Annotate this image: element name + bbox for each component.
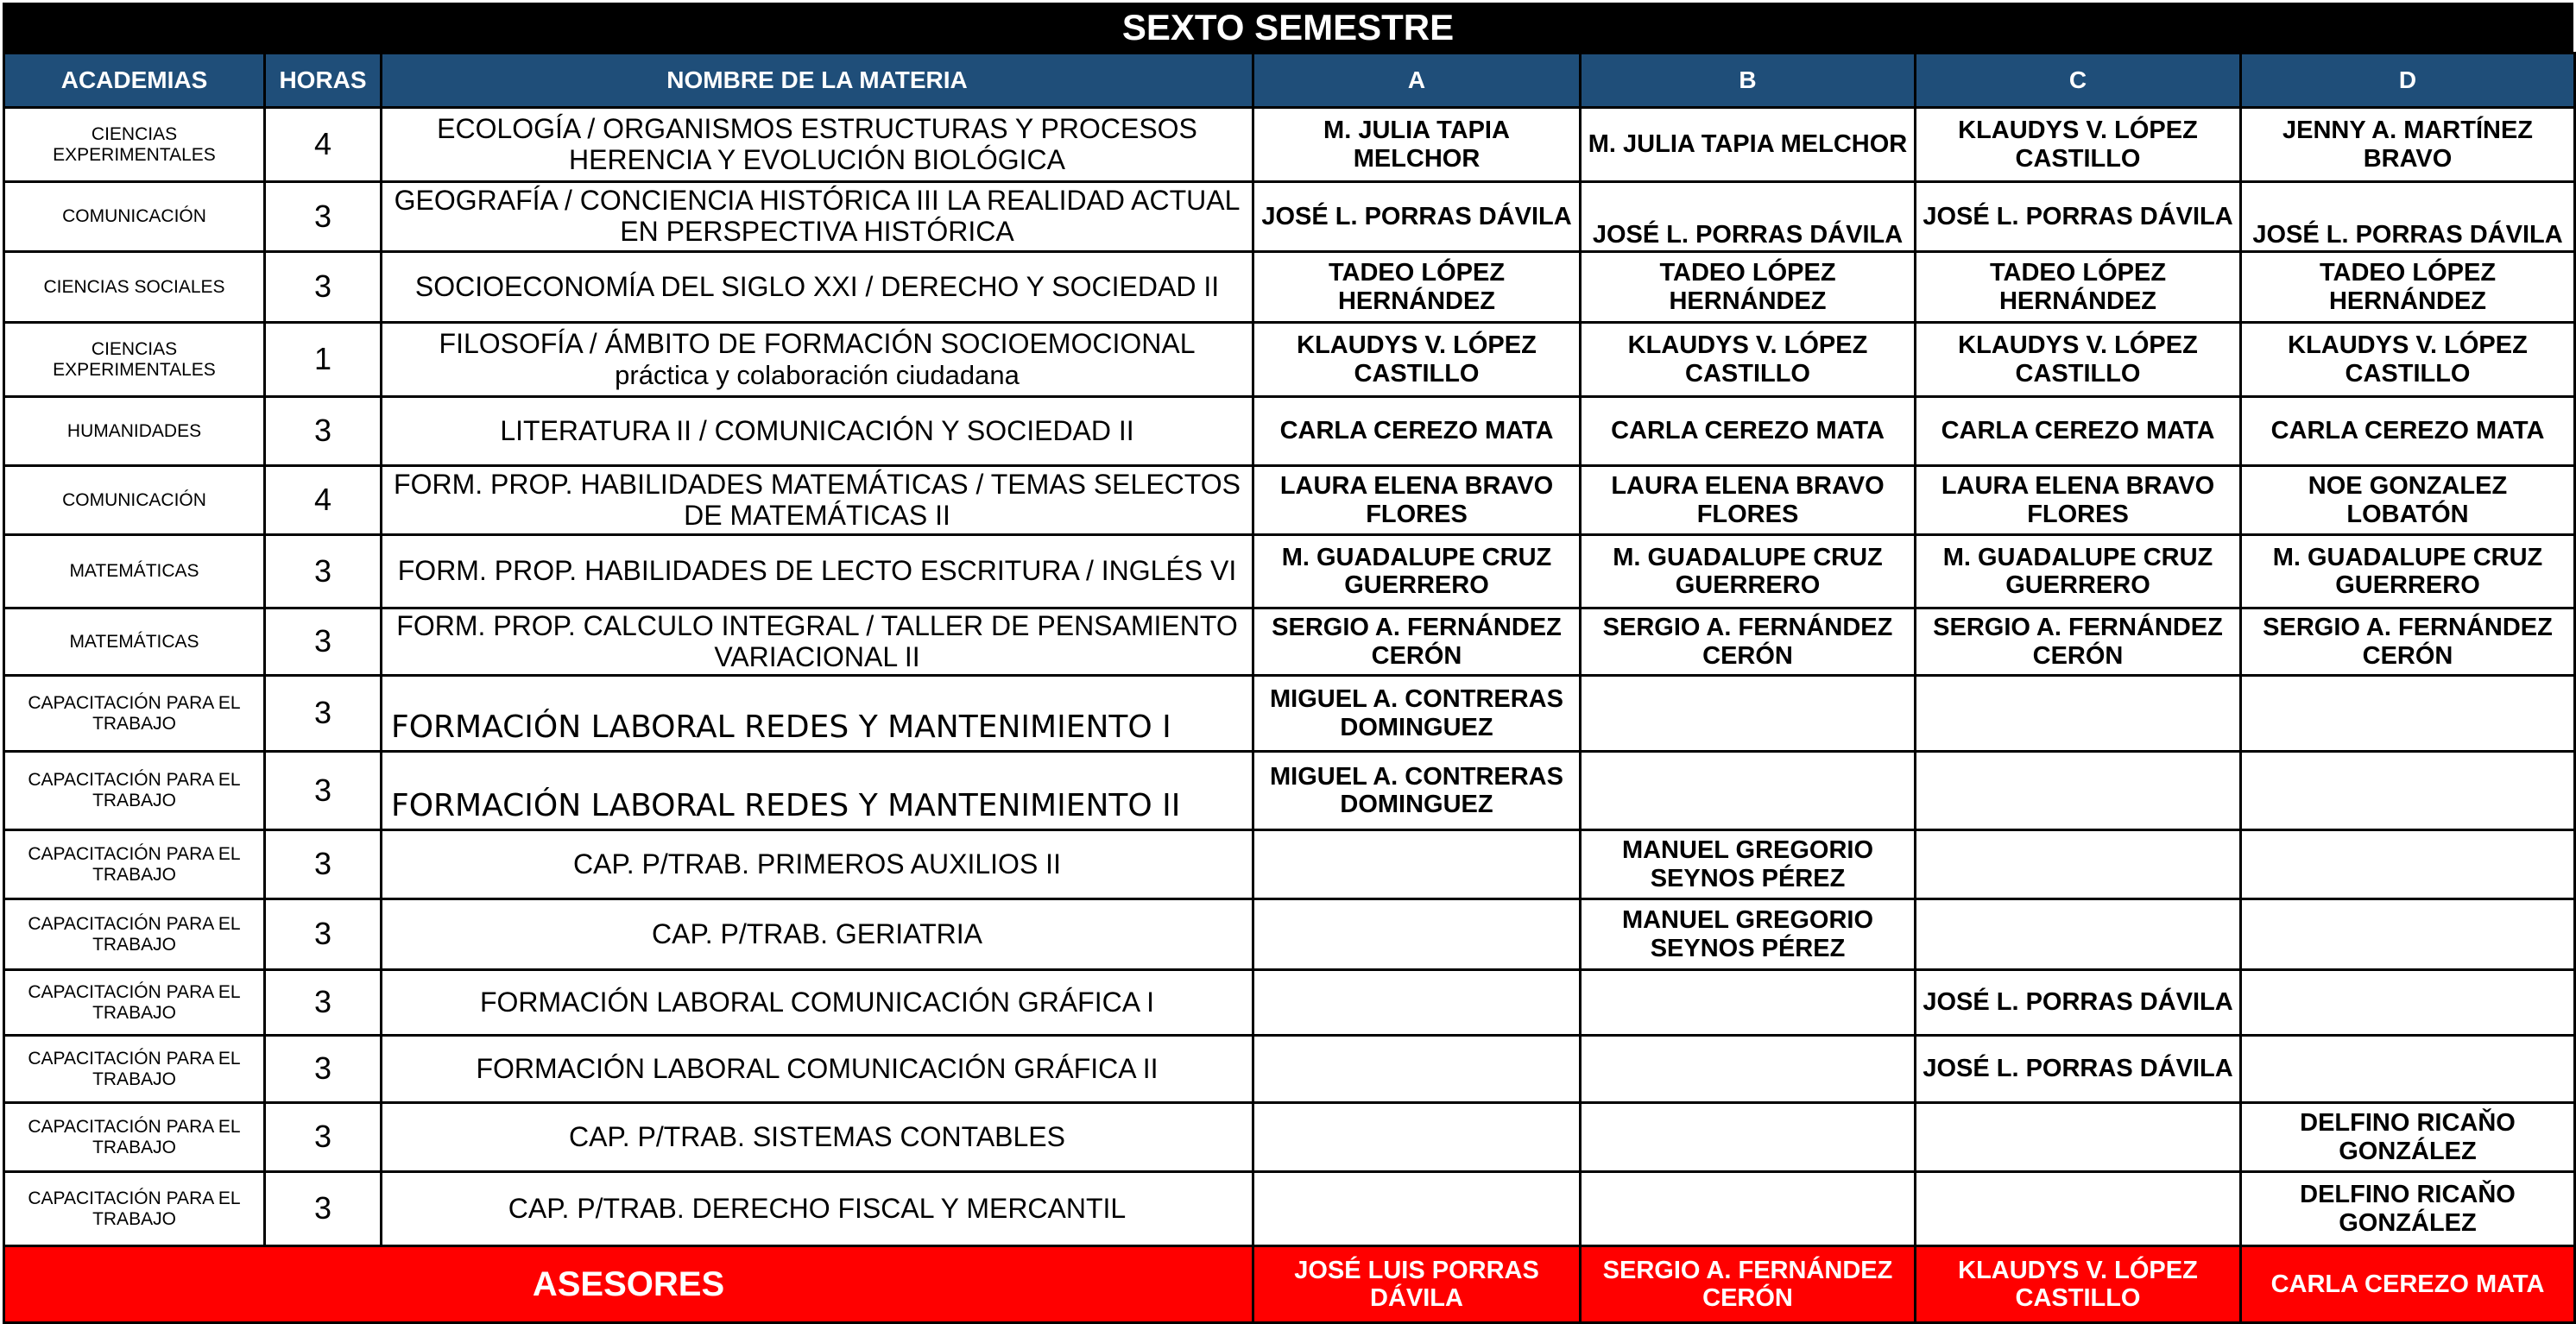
docente-cell-c: JOSÉ L. PORRAS DÁVILA — [1916, 970, 2241, 1036]
header-group-d: D — [2241, 54, 2575, 108]
academia-cell: CAPACITACIÓN PARA EL TRABAJO — [4, 830, 265, 899]
academia-cell: CIENCIAS EXPERIMENTALES — [4, 108, 265, 182]
horas-cell: 3 — [265, 830, 382, 899]
docente-cell-d — [2241, 970, 2575, 1036]
header-group-a: A — [1253, 54, 1581, 108]
materia-cell — [382, 1036, 1253, 1103]
docente-cell-a: MIGUEL A. CONTRERAS DOMINGUEZ — [1253, 752, 1581, 830]
asesor-group-b: SERGIO A. FERNÁNDEZ CERÓN — [1581, 1246, 1916, 1323]
header-materia: NOMBRE DE LA MATERIA — [382, 54, 1253, 108]
header-academias: ACADEMIAS — [4, 54, 265, 108]
academia-cell: CAPACITACIÓN PARA EL TRABAJO — [4, 1172, 265, 1246]
table-row — [4, 1103, 2575, 1172]
academia-cell: CAPACITACIÓN PARA EL TRABAJO — [4, 899, 265, 970]
docente-cell-b — [1581, 1036, 1916, 1103]
docente-cell-b: LAURA ELENA BRAVO FLORES — [1581, 466, 1916, 535]
table-row — [4, 899, 2575, 970]
materia-cell — [382, 830, 1253, 899]
materia-subtitle: práctica y colaboración ciudadana — [615, 359, 1020, 390]
academia-cell: CAPACITACIÓN PARA EL TRABAJO — [4, 752, 265, 830]
table-row — [4, 108, 2575, 182]
docente-cell-c: TADEO LÓPEZ HERNÁNDEZ — [1916, 252, 2241, 323]
docente-cell-d: DELFINO RICAŇO GONZÁLEZ — [2241, 1172, 2575, 1246]
docente-cell-a — [1253, 970, 1581, 1036]
materia-name: CAP. P/TRAB. DERECHO FISCAL Y MERCANTIL — [508, 1192, 1127, 1224]
docente-cell-c: JOSÉ L. PORRAS DÁVILA — [1916, 182, 2241, 252]
horas-cell: 3 — [265, 1036, 382, 1103]
header-group-c: C — [1916, 54, 2241, 108]
table-row — [4, 535, 2575, 608]
academia-cell: MATEMÁTICAS — [4, 608, 265, 676]
academia-cell: COMUNICACIÓN — [4, 182, 265, 252]
docente-cell-b: M. GUADALUPE CRUZ GUERRERO — [1581, 535, 1916, 608]
docente-cell-a: MIGUEL A. CONTRERAS DOMINGUEZ — [1253, 676, 1581, 752]
docente-cell-c — [1916, 899, 2241, 970]
table-row — [4, 752, 2575, 830]
materia-name: CAP. P/TRAB. SISTEMAS CONTABLES — [569, 1120, 1065, 1152]
materia-name: SOCIOECONOMÍA DEL SIGLO XXI / DERECHO Y SOCIEDAD II — [414, 270, 1220, 302]
table-row — [4, 830, 2575, 899]
materia-name: FORMACIÓN LABORAL COMUNICACIÓN GRÁFICA II — [476, 1052, 1159, 1084]
horas-cell: 3 — [265, 252, 382, 323]
docente-cell-b: SERGIO A. FERNÁNDEZ CERÓN — [1581, 608, 1916, 676]
materia-name: FORMACIÓN LABORAL REDES Y MANTENIMIENTO I — [391, 709, 1171, 745]
docente-cell-d: JOSÉ L. PORRAS DÁVILA — [2241, 182, 2575, 252]
materia-name: FORM. PROP. HABILIDADES DE LECTO ESCRITURA / INGLÉS VI — [397, 555, 1237, 587]
academia-cell: CAPACITACIÓN PARA EL TRABAJO — [4, 1036, 265, 1103]
header-group-b: B — [1581, 54, 1916, 108]
horas-cell: 3 — [265, 608, 382, 676]
materia-name: CAP. P/TRAB. PRIMEROS AUXILIOS II — [573, 848, 1061, 880]
table-row — [4, 608, 2575, 676]
materia-name: FORMACIÓN LABORAL COMUNICACIÓN GRÁFICA I — [479, 986, 1155, 1018]
docente-cell-a: TADEO LÓPEZ HERNÁNDEZ — [1253, 252, 1581, 323]
docente-cell-d: DELFINO RICAŇO GONZÁLEZ — [2241, 1103, 2575, 1172]
asesor-group-c: KLAUDYS V. LÓPEZ CASTILLO — [1916, 1246, 2241, 1323]
horas-cell: 3 — [265, 535, 382, 608]
materia-name: FILOSOFÍA / ÁMBITO DE FORMACIÓN SOCIOEMOCIONAL — [439, 327, 1196, 359]
docente-cell-c: KLAUDYS V. LÓPEZ CASTILLO — [1916, 323, 2241, 397]
docente-cell-a: JOSÉ L. PORRAS DÁVILA — [1253, 182, 1581, 252]
docente-cell-a: CARLA CEREZO MATA — [1253, 397, 1581, 466]
docente-cell-a — [1253, 1103, 1581, 1172]
docente-cell-b: MANUEL GREGORIO SEYNOS PÉREZ — [1581, 830, 1916, 899]
table-row — [4, 182, 2575, 252]
horas-cell: 3 — [265, 182, 382, 252]
docente-cell-c — [1916, 1172, 2241, 1246]
header-row — [4, 54, 2575, 108]
docente-cell-d — [2241, 830, 2575, 899]
materia-cell — [382, 182, 1253, 252]
academia-cell: COMUNICACIÓN — [4, 466, 265, 535]
academia-cell: MATEMÁTICAS — [4, 535, 265, 608]
docente-cell-b — [1581, 970, 1916, 1036]
docente-cell-a — [1253, 1036, 1581, 1103]
horas-cell: 3 — [265, 1172, 382, 1246]
docente-cell-b — [1581, 1172, 1916, 1246]
horas-cell: 3 — [265, 1103, 382, 1172]
docente-cell-d: JENNY A. MARTÍNEZ BRAVO — [2241, 108, 2575, 182]
docente-cell-c: M. GUADALUPE CRUZ GUERRERO — [1916, 535, 2241, 608]
academia-cell: HUMANIDADES — [4, 397, 265, 466]
table-body — [4, 108, 2575, 1246]
materia-cell — [382, 970, 1253, 1036]
asesor-group-a: JOSÉ LUIS PORRAS DÁVILA — [1253, 1246, 1581, 1323]
materia-name: LITERATURA II / COMUNICACIÓN Y SOCIEDAD II — [500, 414, 1134, 446]
materia-cell — [382, 323, 1253, 397]
horas-cell: 3 — [265, 676, 382, 752]
docente-cell-b: TADEO LÓPEZ HERNÁNDEZ — [1581, 252, 1916, 323]
materia-cell — [382, 1103, 1253, 1172]
materia-name: FORMACIÓN LABORAL REDES Y MANTENIMIENTO II — [391, 787, 1181, 823]
materia-cell — [382, 608, 1253, 676]
docente-cell-b — [1581, 1103, 1916, 1172]
docente-cell-b — [1581, 752, 1916, 830]
docente-cell-a — [1253, 899, 1581, 970]
table-row — [4, 252, 2575, 323]
academia-cell: CIENCIAS SOCIALES — [4, 252, 265, 323]
horas-cell: 3 — [265, 899, 382, 970]
docente-cell-a: M. GUADALUPE CRUZ GUERRERO — [1253, 535, 1581, 608]
horas-cell: 1 — [265, 323, 382, 397]
docente-cell-b: M. JULIA TAPIA MELCHOR — [1581, 108, 1916, 182]
asesores-row — [4, 1246, 2575, 1323]
horas-cell: 3 — [265, 397, 382, 466]
materia-cell — [382, 252, 1253, 323]
materia-cell — [382, 899, 1253, 970]
schedule-table — [3, 52, 2576, 1324]
materia-name: FORM. PROP. HABILIDADES MATEMÁTICAS / TEMAS SELECTOS DE MATEMÁTICAS II — [394, 468, 1241, 531]
table-row — [4, 466, 2575, 535]
docente-cell-b: CARLA CEREZO MATA — [1581, 397, 1916, 466]
horas-cell: 3 — [265, 970, 382, 1036]
docente-cell-c: SERGIO A. FERNÁNDEZ CERÓN — [1916, 608, 2241, 676]
materia-name: FORM. PROP. CALCULO INTEGRAL / TALLER DE PENSAMIENTO VARIACIONAL II — [396, 609, 1238, 672]
materia-cell — [382, 752, 1253, 830]
docente-cell-d: SERGIO A. FERNÁNDEZ CERÓN — [2241, 608, 2575, 676]
docente-cell-c — [1916, 830, 2241, 899]
docente-cell-d: NOE GONZALEZ LOBATÓN — [2241, 466, 2575, 535]
materia-cell — [382, 535, 1253, 608]
asesor-group-d: CARLA CEREZO MATA — [2241, 1246, 2575, 1323]
docente-cell-d: TADEO LÓPEZ HERNÁNDEZ — [2241, 252, 2575, 323]
materia-cell — [382, 108, 1253, 182]
docente-cell-b: JOSÉ L. PORRAS DÁVILA — [1581, 182, 1916, 252]
docente-cell-d: CARLA CEREZO MATA — [2241, 397, 2575, 466]
asesores-label: ASESORES — [4, 1246, 1253, 1323]
docente-cell-c — [1916, 676, 2241, 752]
academia-cell: CAPACITACIÓN PARA EL TRABAJO — [4, 970, 265, 1036]
materia-name: CAP. P/TRAB. GERIATRIA — [652, 917, 982, 949]
academia-cell: CAPACITACIÓN PARA EL TRABAJO — [4, 1103, 265, 1172]
table-row — [4, 397, 2575, 466]
docente-cell-a: KLAUDYS V. LÓPEZ CASTILLO — [1253, 323, 1581, 397]
docente-cell-c — [1916, 752, 2241, 830]
table-row — [4, 1172, 2575, 1246]
materia-cell — [382, 466, 1253, 535]
docente-cell-d — [2241, 752, 2575, 830]
header-horas: HORAS — [265, 54, 382, 108]
docente-cell-d: M. GUADALUPE CRUZ GUERRERO — [2241, 535, 2575, 608]
horas-cell: 4 — [265, 466, 382, 535]
materia-name: GEOGRAFÍA / CONCIENCIA HISTÓRICA III LA REALIDAD ACTUAL EN PERSPECTIVA HISTÓRICA — [394, 185, 1241, 247]
table-row — [4, 323, 2575, 397]
docente-cell-b — [1581, 676, 1916, 752]
docente-cell-c — [1916, 1103, 2241, 1172]
horas-cell: 4 — [265, 108, 382, 182]
docente-cell-c: JOSÉ L. PORRAS DÁVILA — [1916, 1036, 2241, 1103]
docente-cell-c: LAURA ELENA BRAVO FLORES — [1916, 466, 2241, 535]
schedule-sheet — [3, 3, 2573, 1319]
materia-cell — [382, 1172, 1253, 1246]
table-row — [4, 1036, 2575, 1103]
academia-cell: CAPACITACIÓN PARA EL TRABAJO — [4, 676, 265, 752]
docente-cell-b: MANUEL GREGORIO SEYNOS PÉREZ — [1581, 899, 1916, 970]
docente-cell-c: KLAUDYS V. LÓPEZ CASTILLO — [1916, 108, 2241, 182]
docente-cell-d — [2241, 1036, 2575, 1103]
docente-cell-b: KLAUDYS V. LÓPEZ CASTILLO — [1581, 323, 1916, 397]
materia-cell — [382, 397, 1253, 466]
docente-cell-d — [2241, 676, 2575, 752]
materia-name: ECOLOGÍA / ORGANISMOS ESTRUCTURAS Y PROCESOS HERENCIA Y EVOLUCIÓN BIOLÓGICA — [437, 112, 1197, 175]
docente-cell-a — [1253, 830, 1581, 899]
academia-cell: CIENCIAS EXPERIMENTALES — [4, 323, 265, 397]
semester-title: SEXTO SEMESTRE — [3, 3, 2573, 52]
docente-cell-a: LAURA ELENA BRAVO FLORES — [1253, 466, 1581, 535]
docente-cell-d: KLAUDYS V. LÓPEZ CASTILLO — [2241, 323, 2575, 397]
table-row — [4, 970, 2575, 1036]
table-row — [4, 676, 2575, 752]
docente-cell-a — [1253, 1172, 1581, 1246]
materia-cell — [382, 676, 1253, 752]
docente-cell-d — [2241, 899, 2575, 970]
docente-cell-a: M. JULIA TAPIA MELCHOR — [1253, 108, 1581, 182]
docente-cell-c: CARLA CEREZO MATA — [1916, 397, 2241, 466]
docente-cell-a: SERGIO A. FERNÁNDEZ CERÓN — [1253, 608, 1581, 676]
horas-cell: 3 — [265, 752, 382, 830]
